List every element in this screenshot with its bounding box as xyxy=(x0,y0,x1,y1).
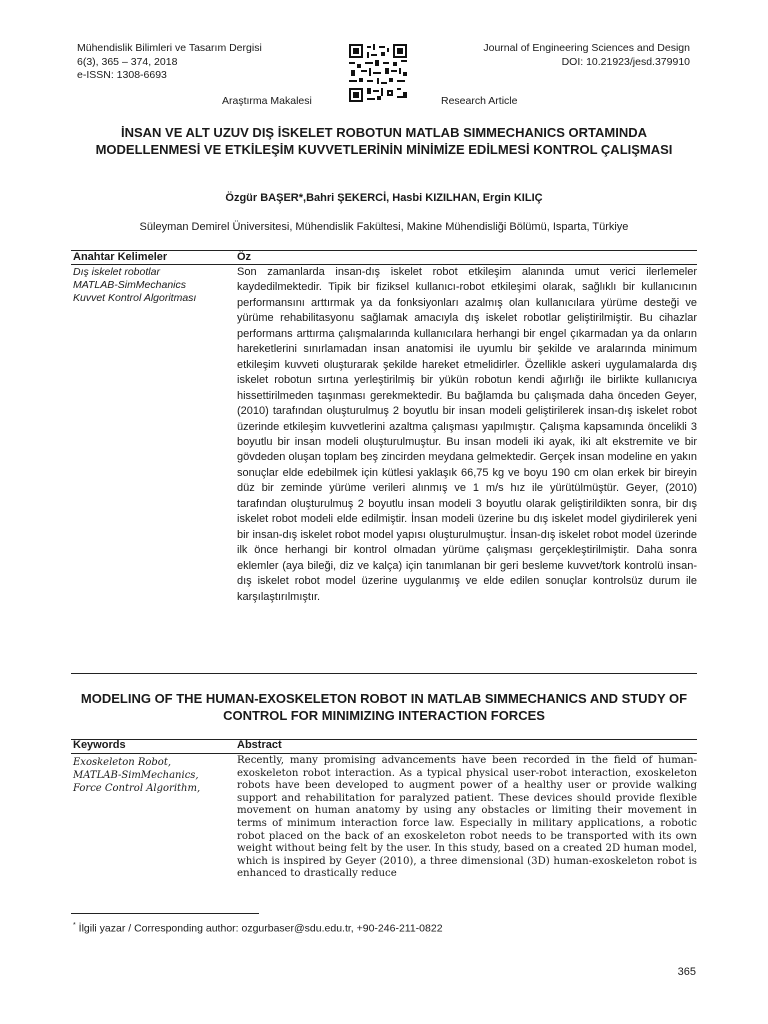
keyword-item: Kuvvet Kontrol Algoritması xyxy=(73,292,197,304)
section-rule-tr-bottom xyxy=(71,673,697,674)
journal-header-en xyxy=(483,42,690,69)
abstract-heading-en: Abstract xyxy=(237,739,282,751)
keywords-list-en xyxy=(73,756,233,795)
keywords-list-tr xyxy=(73,266,233,305)
abstract-text-tr: Son zamanlarda insan-dış iskelet robot etkileşim alanında umut verici ilerlemeler kaydedilmektedir. Tipik bir fiziksel kullanıcı-robot etkileşimi olarak, sağlıklı bir kullanıcının performansını arttırmak ya da fonksiyonları azalmış olan kullanıcılara yürüme desteği ve yürüme rehabilitasyonu sağlamak amacıyla dış iskelet robotlar geliştirilmiştir. Bu cihazlar performans arttırma çalışmalarında kullanıcılara herhangi bir engel çıkarmadan ya da onların hareketlerini sınırlamadan insan anatomisi ile uyumlu bir şekilde ve aralarında minimum etkileşim kuvveti oluşturarak şekilde hareket etmelidirler. Özellikle askeri uygulamalarda dış iskelet robotun sırtına yerleştirilmiş bir yükün robotun kendi ağırlığı ile birlikte kullanıcıya hissettirilmeden taşınması gerekmektedir. Bu bağlamda bu çalışmada daha önceden Geyer, (2010) tarafından oluşturulmuş 2 boyutlu bir insan modeli geliştirilerek insan-dış iskelet robot üzerinde etkileşim kuvvetlerini azaltma çalışması yapılmıştır. Çalışma kapsamında öncelikli 3 boyutlu bir insan modeli oluşturulmuştur. Bu insan modeli iki ayak, iki alt ekstremite ve bir gövdeden oluşan toplam beş zincirden meydana gelmektedir. Gerçek insan modeline en yakın sonuçlar elde edebilmek için kütlesi yaklaşık 66,75 kg ve boyu 190 cm olan erkek bir bireyin düz bir zeminde yürüme verileri alınmış ve 1 m/s hız ile yürütülmüştür. Geyer, (2010) tarafından oluşturulmuş 2 boyutlu insan modeli 3 boyutlu olarak geliştirildikten sonra, bir dış iskelet robot modeli elde edilmiştir. İnsan modeli üzerine bu dış iskelet model giydirilerek yeni bir insan-dış iskelet robot model yapısı oluşturulmuştur. İnsan-dış iskelet robot model üzerinde ilk önce herhangi bir kontrol olmadan yürüme çalışması gerçekleştirilmiştir. Daha sonra eklemler (aya bileği, diz ve kalça) için tanımlanan bir geri besleme kuvvet/tork kontrolü insan-dış iskelet robot model üzerine uygulanmış ve elde edilen sonuçlar kontrolsüz durum ile karşılaştırılmıştır. xyxy=(237,266,697,603)
qr-code-icon xyxy=(349,44,407,102)
keyword-item: MATLAB-SimMechanics, xyxy=(73,770,199,781)
authors: Özgür BAŞER*,Bahri ŞEKERCİ, Hasbi KIZILHAN, Ergin KILIÇ xyxy=(225,192,543,204)
keyword-item: Force Control Algorithm, xyxy=(73,783,201,794)
footnote xyxy=(73,922,443,935)
keywords-heading-en: Keywords xyxy=(73,739,126,751)
journal-issn: e-ISSN: 1308-6693 xyxy=(77,69,167,81)
keyword-item: MATLAB-SimMechanics xyxy=(73,279,186,291)
journal-doi: DOI: 10.21923/jesd.379910 xyxy=(561,55,690,68)
paper-title-en: MODELING OF THE HUMAN-EXOSKELETON ROBOT IN MATLAB SIMMECHANICS AND STUDY OF CONTROL FOR MINIMIZING INTERACTION FORCES xyxy=(80,691,688,723)
paper-title-tr: İNSAN VE ALT UZUV DIŞ İSKELET ROBOTUN MATLAB SIMMECHANICS ORTAMINDA MODELLENMESİ VE ETKİLEŞİM KUVVETLERİNİN MİNİMİZE EDİLMESİ KONTROL ÇALIŞMASI xyxy=(95,125,673,157)
footnote-marker: * xyxy=(73,922,76,929)
affiliation: Süleyman Demirel Üniversitesi, Mühendislik Fakültesi, Makine Mühendisliği Bölümü, Isparta, Türkiye xyxy=(139,221,629,233)
abstract-heading-tr: Öz xyxy=(237,251,252,263)
page-number: 365 xyxy=(677,966,696,978)
keyword-item: Dış iskelet robotlar xyxy=(73,266,160,278)
article-type-en: Research Article xyxy=(441,95,518,107)
footnote-text: İlgili yazar / Corresponding author: ozgurbaser@sdu.edu.tr, +90-246-211-0822 xyxy=(75,922,443,935)
section-rule-en-mid xyxy=(71,753,697,754)
journal-volume: 6(3), 365 – 374, 2018 xyxy=(77,55,178,68)
article-type-tr: Araştırma Makalesi xyxy=(222,95,312,107)
keyword-item: Exoskeleton Robot, xyxy=(73,757,172,768)
journal-name-en: Journal of Engineering Sciences and Design xyxy=(483,42,690,54)
journal-name-tr: Mühendislik Bilimleri ve Tasarım Dergisi xyxy=(77,42,262,54)
abstract-text-en: Recently, many promising advancements have been recorded in the field of human-exoskeleton robot interaction. As a typical physical user-robot interaction, exoskeleton robots have been developed to augment power of a healthy user or provide walking support and rehabilitation for paralyzed patient. These devices should provide flexible movement on human anatomy by using any obstacles or limiting their movement in terms of minimum interaction force law. Especially in military applications, a robotic robot placed on the back of an exoskeleton robot needs to be transported with its own weight without being felt by the user. In this study, based on a created 2D human model, which is inspired by Geyer (2010), a three dimensional (3D) human-exoskeleton robot is enhanced to drastically reduce xyxy=(237,755,697,880)
journal-header-tr xyxy=(77,42,262,83)
section-rule-en-top xyxy=(71,739,697,740)
footnote-rule xyxy=(71,913,259,914)
keywords-heading-tr: Anahtar Kelimeler xyxy=(73,251,168,263)
